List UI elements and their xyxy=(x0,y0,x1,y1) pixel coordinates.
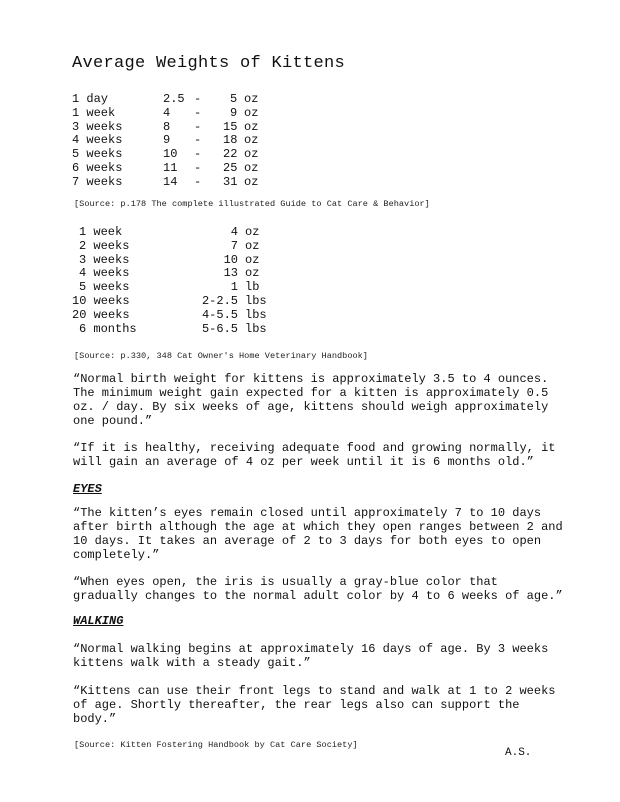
weight-cell: 10 xyxy=(223,252,238,267)
table-row xyxy=(72,147,259,162)
range-dash: - xyxy=(194,105,202,120)
max-weight-cell: 22 xyxy=(223,147,238,162)
min-weight-cell: 10 xyxy=(163,147,178,162)
table-row xyxy=(72,309,272,323)
unit-cell: lbs xyxy=(245,321,267,336)
range-dash: - xyxy=(194,92,202,106)
weights-table-2 xyxy=(72,226,272,336)
unit-cell: oz xyxy=(245,252,260,267)
unit-cell: oz xyxy=(244,92,259,106)
quote-paragraph: “When eyes open, the iris is usually a gray-blue color that gradually changes to the normal adult color by 4 to 6 weeks of age.” xyxy=(73,575,563,603)
range-dash: - xyxy=(194,133,202,148)
weight-cell: 2-2.5 xyxy=(201,293,238,308)
min-weight-cell: 4 xyxy=(163,105,171,120)
unit-cell: oz xyxy=(244,160,259,175)
age-cell: 2 weeks xyxy=(79,238,130,253)
age-cell: 3 weeks xyxy=(79,252,130,267)
max-weight-cell: 31 xyxy=(223,174,238,189)
source-citation: [Source: p.178 The complete illustrated Guide to Cat Care & Behavior] xyxy=(74,199,430,209)
age-cell: 4 weeks xyxy=(72,133,123,148)
range-dash: - xyxy=(194,160,202,175)
age-cell: 7 weeks xyxy=(72,174,123,189)
unit-cell: oz xyxy=(245,225,260,239)
max-weight-cell: 18 xyxy=(223,133,238,148)
table-row xyxy=(72,160,259,176)
age-cell: 3 weeks xyxy=(72,119,123,134)
unit-cell: lbs xyxy=(245,307,267,322)
age-cell: 20 weeks xyxy=(72,307,130,322)
section-heading-walking: WALKING xyxy=(73,614,124,628)
min-weight-cell: 2.5 xyxy=(163,92,185,106)
age-cell: 5 weeks xyxy=(79,280,130,295)
table-row xyxy=(72,92,259,107)
weight-cell: 5-6.5 xyxy=(201,321,238,336)
quote-paragraph: “Kittens can use their front legs to stand and walk at 1 to 2 weeks of age. Shortly thereafter, the rear legs also can support the body.” xyxy=(73,684,556,726)
max-weight-cell: 9 xyxy=(230,105,238,120)
quote-paragraph: “Normal birth weight for kittens is approximately 3.5 to 4 ounces. The minimum weight gain expected for a kitten is approximately 0.5 oz. / day. By six weeks of age, kittens should weigh approximately one pound.” xyxy=(73,372,549,428)
unit-cell: oz xyxy=(244,147,259,162)
unit-cell: oz xyxy=(245,238,260,253)
weight-cell: 7 xyxy=(230,238,238,253)
quote-paragraph: “Normal walking begins at approximately 16 days of age. By 3 weeks kittens walk with a steady gait.” xyxy=(73,642,549,670)
quote-paragraph: “The kitten’s eyes remain closed until approximately 7 to 10 days after birth although the age at which they open ranges between 2 and 10 days. It takes an average of 2 to 3 days for both eyes to open completely.” xyxy=(73,506,563,562)
max-weight-cell: 15 xyxy=(223,119,238,134)
section-heading-eyes: EYES xyxy=(73,482,102,496)
table-row xyxy=(72,105,259,121)
source-citation: [Source: p.330, 348 Cat Owner's Home Veterinary Handbook] xyxy=(74,351,368,361)
unit-cell: lbs xyxy=(245,293,267,308)
age-cell: 10 weeks xyxy=(72,293,130,308)
page-title: Average Weights of Kittens xyxy=(72,54,346,73)
min-weight-cell: 11 xyxy=(163,160,178,175)
age-cell: 1 day xyxy=(72,92,109,106)
unit-cell: oz xyxy=(245,266,260,281)
weight-cell: 13 xyxy=(223,266,238,281)
table-row xyxy=(72,267,272,281)
range-dash: - xyxy=(194,174,202,189)
min-weight-cell: 8 xyxy=(163,119,171,134)
quote-paragraph: “If it is healthy, receiving adequate food and growing normally, it will gain an average of 4 oz per week until it is 6 months old.” xyxy=(73,441,556,469)
table-row xyxy=(72,133,259,148)
table-row xyxy=(72,281,272,295)
max-weight-cell: 25 xyxy=(223,160,238,175)
weight-cell: 1 xyxy=(230,280,238,295)
table-row xyxy=(72,323,272,337)
author-initials: A.S. xyxy=(505,747,532,759)
weight-cell: 4 xyxy=(230,225,238,239)
unit-cell: oz xyxy=(244,174,259,189)
unit-cell: oz xyxy=(244,133,259,148)
age-cell: 6 months xyxy=(79,321,137,336)
range-dash: - xyxy=(194,119,202,134)
weights-table-1 xyxy=(72,92,259,190)
table-row xyxy=(72,174,259,190)
min-weight-cell: 9 xyxy=(163,133,171,148)
table-row xyxy=(72,119,259,135)
max-weight-cell: 5 xyxy=(230,92,238,106)
age-cell: 5 weeks xyxy=(72,147,123,162)
age-cell: 4 weeks xyxy=(79,266,130,281)
min-weight-cell: 14 xyxy=(163,174,178,189)
weight-cell: 4-5.5 xyxy=(201,307,238,322)
unit-cell: oz xyxy=(244,105,259,120)
source-citation: [Source: Kitten Fostering Handbook by Cat Care Society] xyxy=(74,740,358,750)
age-cell: 1 week xyxy=(72,105,116,120)
unit-cell: oz xyxy=(244,119,259,134)
table-row xyxy=(72,295,272,309)
table-row xyxy=(72,240,272,254)
unit-cell: lb xyxy=(245,280,260,295)
range-dash: - xyxy=(194,147,202,162)
age-cell: 1 week xyxy=(79,225,123,239)
age-cell: 6 weeks xyxy=(72,160,123,175)
table-row xyxy=(72,254,272,268)
table-row xyxy=(72,226,272,240)
